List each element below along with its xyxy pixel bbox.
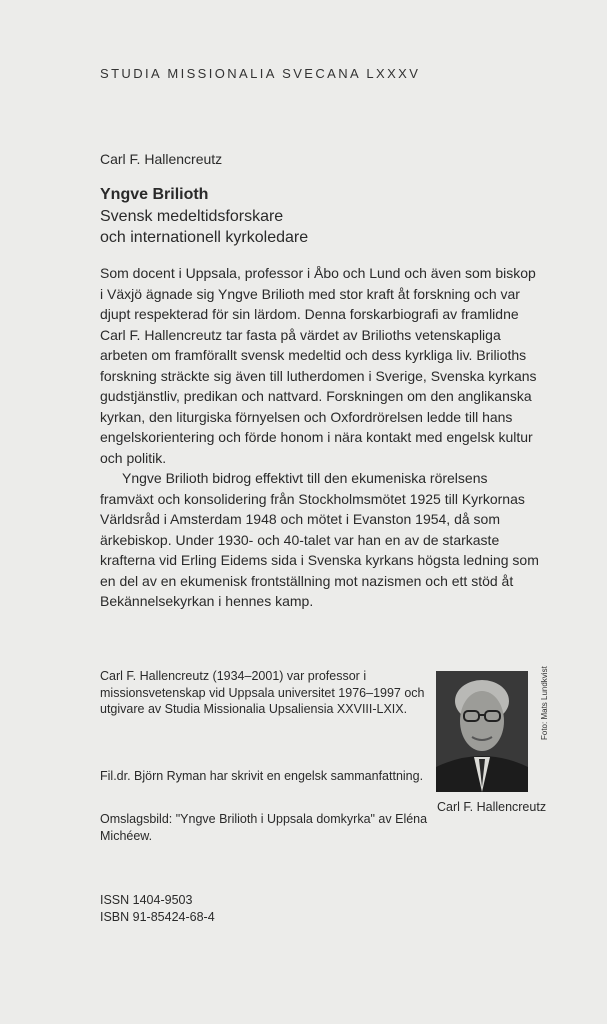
series-title: STUDIA MISSIONALIA SVECANA LXXXV — [100, 66, 421, 81]
book-subtitle — [100, 206, 308, 248]
blurb-paragraph-1: Som docent i Uppsala, professor i Åbo och Lund och även som biskop i Växjö ägnade sig Yngve Brilioth med stor kraft åt forskning och var djupt respekterad för sin lärdom. Denna forskarbiografi av framlidne Carl F. Hallencreutz tar fasta på värdet av Brilioths vetenskapliga arbeten om framförallt svensk medeltid och dess kyrkliga liv. Brilioths forskning sträckte sig även till lutherdomen i Sverige, Svenska kyrkans gudstjänstliv, predikan och nattvard. Forskningen om den anglikanska kyrkan, den liturgiska förnyelsen och Oxfordrörelsen ledde till hans engelskorientering och förde honom i nära kontakt med engelsk kultur och politik. — [100, 265, 537, 466]
author-bio: Carl F. Hallencreutz (1934–2001) var professor i missionsvetenskap vid Uppsala universitet 1976–1997 och utgivare av Studia Missionalia Upsaliensia XXVIII-LXIX. — [100, 669, 425, 716]
photo-caption: Carl F. Hallencreutz — [437, 800, 547, 814]
subtitle-line-2: och internationell kyrkoledare — [100, 229, 309, 246]
isbn: ISBN 91-85424-68-4 — [100, 909, 215, 924]
photo-credit: Foto: Mats Lundkvist — [540, 666, 549, 740]
blurb-paragraph-2: Yngve Brilioth bidrog effektivt till den ekumeniska rörelsens framväxt och konsolidering från Stockholmsmötet 1925 till Kyrkornas Världsråd i Amsterdam 1948 och mötet i Evanston 1954, då som ärkebiskop. Under 1930- och 40-talet var han en av de starkaste krafterna vid Erling Eidems sida i Svenska kyrkans högsta ledning som en del av en ekumenisk frontställning mot nazismen och ett stöd åt Bekännelsekyrkan i hennes kamp. — [100, 470, 539, 609]
issn: ISSN 1404-9503 — [100, 893, 193, 907]
identifiers — [100, 892, 215, 925]
portrait-image — [436, 671, 528, 792]
cover-note: Omslagsbild: "Yngve Brilioth i Uppsala domkyrka" av Eléna Michéew. — [100, 812, 428, 843]
author-photo — [436, 671, 528, 792]
author-name: Carl F. Hallencreutz — [100, 151, 223, 167]
summary-note: Fil.dr. Björn Ryman har skrivit en engelsk sammanfattning. — [100, 769, 424, 783]
book-title: Yngve Brilioth — [100, 186, 209, 203]
subtitle-line-1: Svensk medeltidsforskare — [100, 208, 284, 225]
blurb — [100, 263, 540, 612]
